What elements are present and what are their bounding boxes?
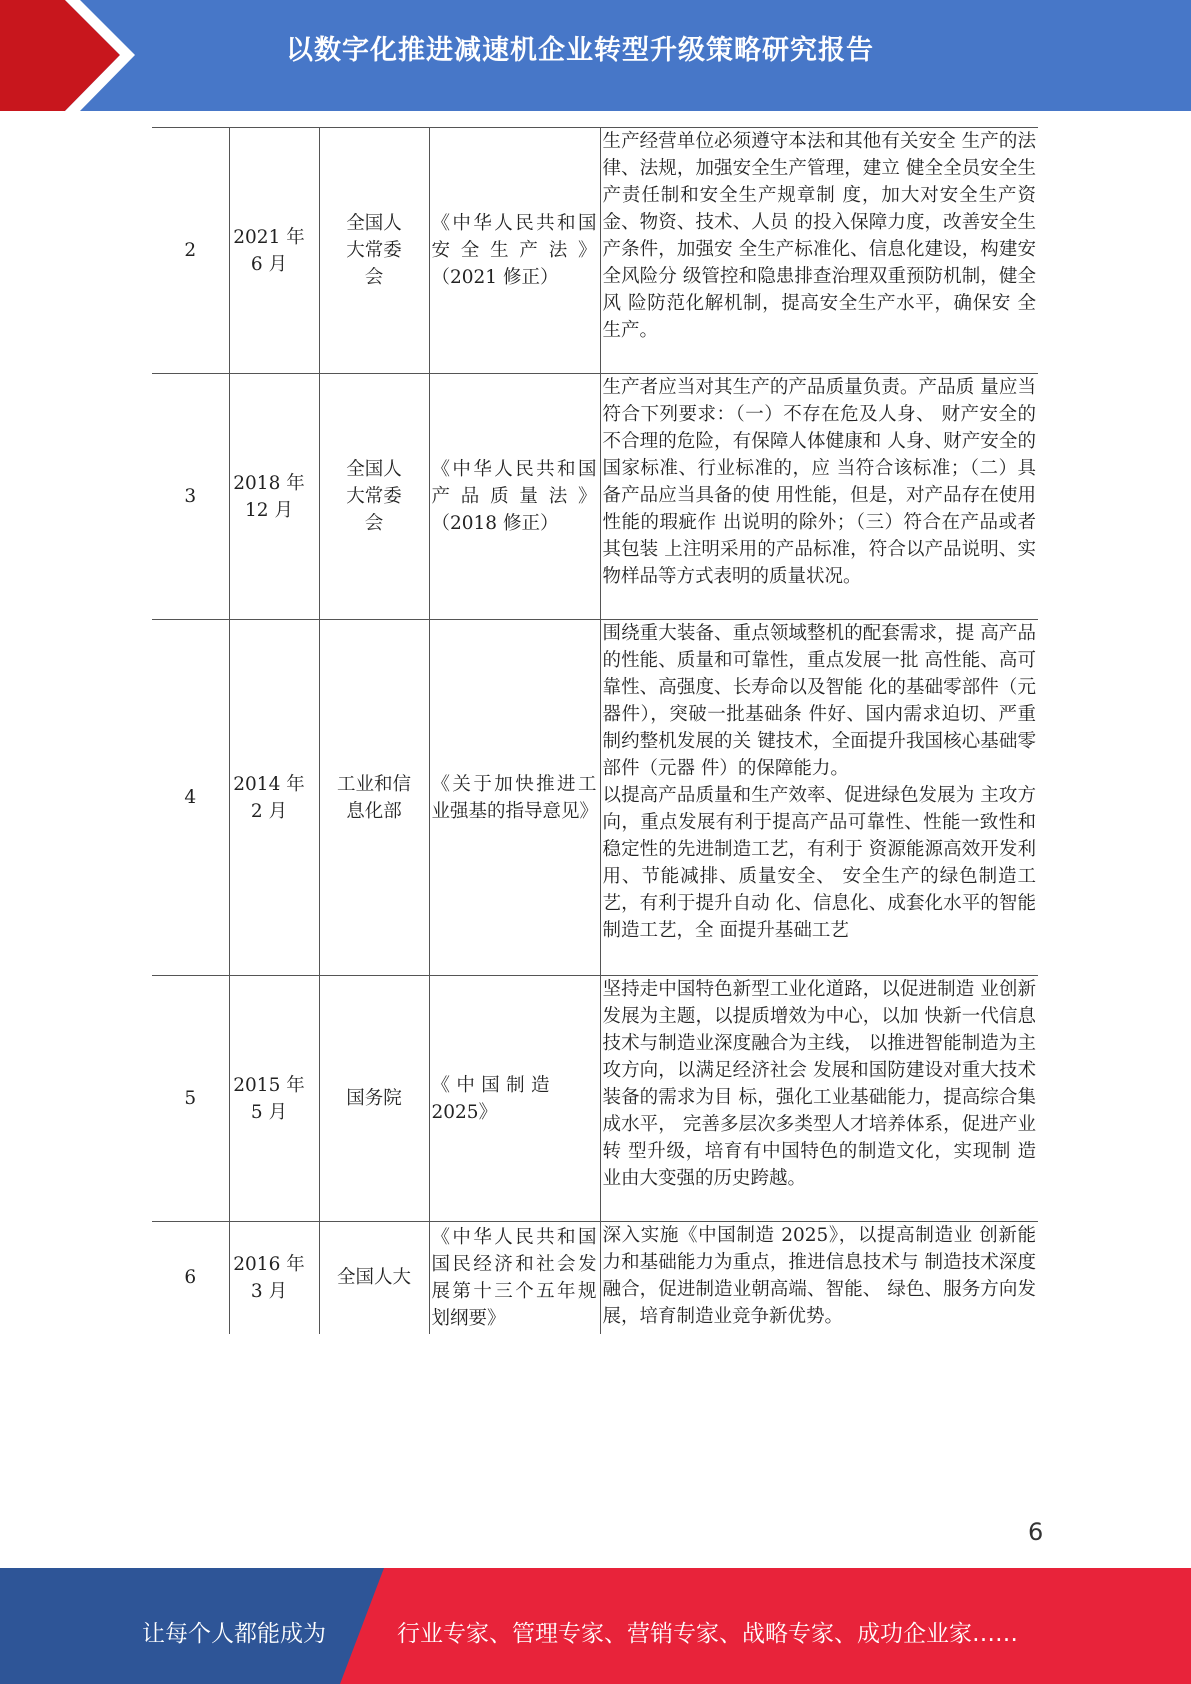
row-date-month: 3 月 [250, 1280, 288, 1302]
row-description [600, 1222, 1038, 1334]
row-description-paragraph: 以提高产品质量和生产效率、促进绿色发展为 主攻方向，重点发展有利于提高产品可靠性、性能一致性和稳定性的先进制造工艺，有利于 资源能源高效开发利用、节能减排、质量安全、 安全生产的绿色制造工艺，有利于提升自动 化、信息化、成套化水平的智能制造工艺，全 面提升基础工艺 [602, 785, 1036, 941]
header-arrow-decoration [0, 0, 150, 111]
table-row [152, 620, 1038, 976]
page-header [0, 0, 1191, 111]
row-description-paragraph: 生产经营单位必须遵守本法和其他有关安全 生产的法律、法规，加强安全生产管理，建立 健全全员安全生产责任制和安全生产规章制 度，加大对安全生产资金、物资、技术、人员 的投入保障力度，改善安全生产条件，加强安 全生产标准化、信息化建设，构建安全风险分 级管控和隐患排查治理双重预防机制，健全风 险防范化解机制，提高安全生产水平，确保安 全生产。 [602, 131, 1036, 341]
row-date [229, 374, 319, 620]
row-date-month: 12 月 [245, 499, 293, 521]
row-date-month: 6 月 [250, 253, 288, 275]
row-description [600, 620, 1038, 976]
row-number: 5 [152, 976, 229, 1222]
row-description-paragraph: 围绕重大装备、重点领域整机的配套需求，提 高产品的性能、质量和可靠性，重点发展一批 高性能、高可靠性、高强度、长寿命以及智能 化的基础零部件（元器件），突破一批基础条 件好、国内需求迫切、严重制约整机发展的关 键技术，全面提升我国核心基础零部件（元器 件）的保障能力。 [602, 623, 1036, 779]
row-number: 2 [152, 128, 229, 374]
row-description [600, 976, 1038, 1222]
footer-slogan-left: 让每个人都能成为 [142, 1621, 326, 1647]
row-date-year: 2016 年 [233, 1253, 305, 1275]
table-row [152, 1222, 1038, 1334]
row-description-paragraph: 坚持走中国特色新型工业化道路，以促进制造 业创新发展为主题，以提质增效为中心，以加 快新一代信息技术与制造业深度融合为主线， 以推进智能制造为主攻方向，以满足经济社会 发展和国防建设对重大技术装备的需求为目 标，强化工业基础能力，提高综合集成水平， 完善多层次多类型人才培养体系，促进产业转 型升级，培育有中国特色的制造文化，实现制 造业由大变强的历史跨越。 [602, 979, 1036, 1189]
page-footer [0, 1568, 1191, 1684]
row-description [600, 128, 1038, 374]
report-title: 以数字化推进减速机企业转型升级策略研究报告 [286, 35, 874, 66]
row-date [229, 128, 319, 374]
row-issuer: 全国人大常委会 [319, 374, 429, 620]
row-description-paragraph: 生产者应当对其生产的产品质量负责。产品质 量应当符合下列要求：（一）不存在危及人身、 财产安全的不合理的危险，有保障人体健康和 人身、财产安全的国家标准、行业标准的，应 当符合该标准；（二）具备产品应当具备的使 用性能，但是，对产品存在使用性能的瑕疵作 出说明的除外；（三）符合在产品或者其包装 上注明采用的产品标准，符合以产品说明、实 物样品等方式表明的质量状况。 [602, 377, 1036, 587]
row-law-title: 《中华人民共和国产品质量法》（2018 修正） [429, 374, 600, 620]
page-number: 6 [1028, 1518, 1044, 1546]
row-description-paragraph: 深入实施《中国制造 2025》，以提高制造业 创新能力和基础能力为重点，推进信息技术与 制造技术深度融合，促进制造业朝高端、智能、 绿色、服务方向发展，培育制造业竞争新优势。 [602, 1225, 1036, 1327]
row-date-year: 2018 年 [233, 472, 305, 494]
row-issuer: 国务院 [319, 976, 429, 1222]
table-row [152, 976, 1038, 1222]
table-row [152, 374, 1038, 620]
row-law-title: 《关于加快推进工业强基的指导意见》 [429, 620, 600, 976]
row-law-title: 《中国制造 2025》 [429, 976, 600, 1222]
row-date-month: 5 月 [250, 1101, 288, 1123]
row-law-title: 《中华人民共和国国民经济和社会发展第十三个五年规划纲要》 [429, 1222, 600, 1334]
row-number: 3 [152, 374, 229, 620]
row-date-year: 2014 年 [233, 773, 305, 795]
row-date [229, 1222, 319, 1334]
row-date-month: 2 月 [250, 800, 288, 822]
row-issuer: 全国人大常委会 [319, 128, 429, 374]
table-row [152, 128, 1038, 374]
policy-table [152, 127, 1038, 1334]
row-date-year: 2021 年 [233, 226, 305, 248]
row-law-title: 《中华人民共和国安全生产法》（2021 修正） [429, 128, 600, 374]
footer-slogan-right: 行业专家、管理专家、营销专家、战略专家、成功企业家…… [397, 1621, 1018, 1647]
row-issuer: 工业和信息化部 [319, 620, 429, 976]
row-number: 4 [152, 620, 229, 976]
row-number: 6 [184, 1267, 197, 1289]
row-date [229, 976, 319, 1222]
row-issuer: 全国人大 [319, 1222, 429, 1334]
row-date-year: 2015 年 [233, 1074, 305, 1096]
row-description [600, 374, 1038, 620]
row-date [229, 620, 319, 976]
